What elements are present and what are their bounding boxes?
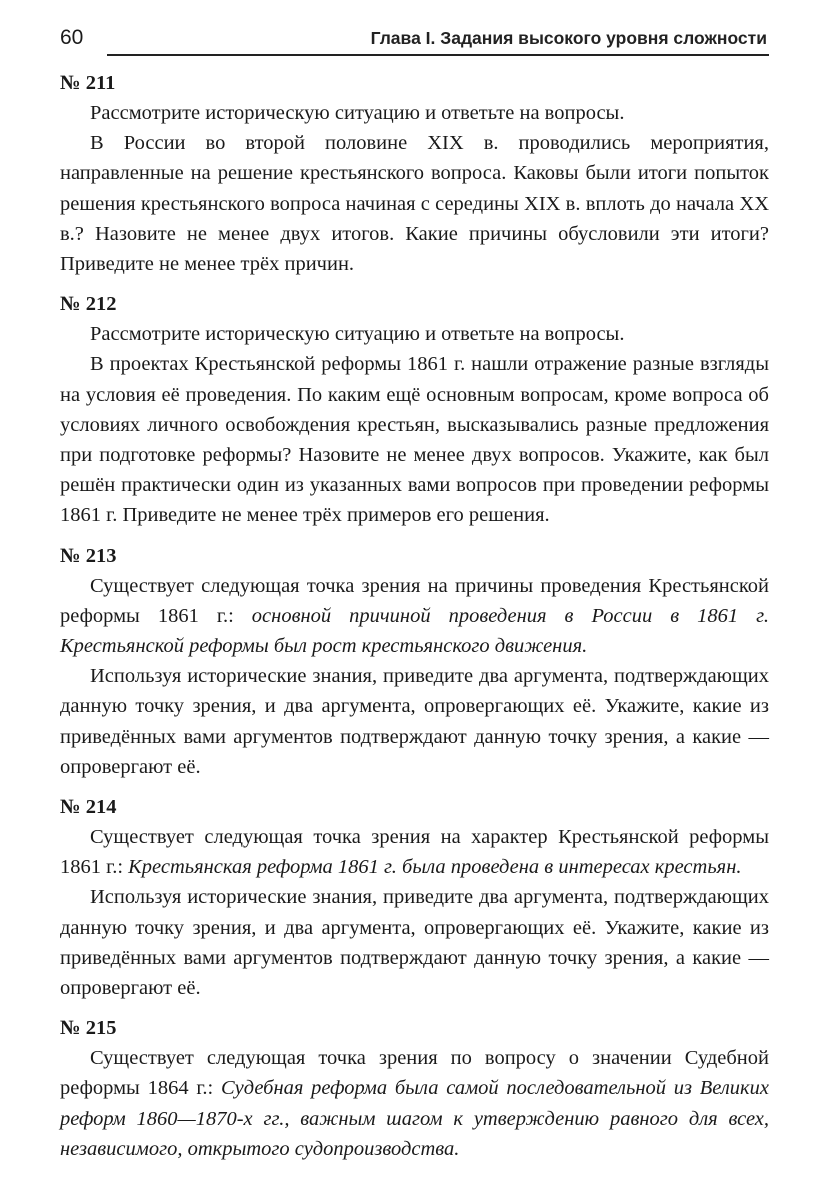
- task-number: № 211: [60, 72, 116, 94]
- chapter-title: Глава I. Задания высокого уровня сложности: [370, 28, 767, 48]
- task-212: [60, 289, 769, 530]
- task-211: [60, 68, 769, 279]
- task-number: № 212: [60, 293, 117, 316]
- viewpoint-lead: Существует следующая точка зрения на причины проведения Крестьянской реформы 1861 г.:: [60, 574, 769, 627]
- viewpoint-lead: Существует следующая точка зрения по вопросу о значении Судебной реформы 1864 г.:: [60, 1047, 769, 1100]
- task-number: № 215: [60, 1017, 117, 1040]
- page-number: 60: [60, 26, 84, 49]
- task-list: [60, 68, 769, 1164]
- task-number: № 214: [60, 796, 117, 819]
- task-instruction: Рассмотрите историческую ситуацию и ответьте на вопросы.: [90, 102, 625, 124]
- task-text: Используя исторические знания, приведите два аргумента, подтверждающих данную точку зрения, и два аргумента, опровергающих её. Укажите, какие из приведённых вами аргументов подтверждают данную точку зрения, а какие — опровергают её.: [60, 665, 769, 778]
- task-text: В проектах Крестьянской реформы 1861 г. нашли отражение разные взгляды на условия её проведения. По каким ещё основным вопросам, кроме вопроса об условиях личного освобождения крестьян, высказывались разные предложения при подготовке реформы? Назовите не менее двух вопросов. Укажите, как был решён практически один из указанных вами вопросов при проведении реформы 1861 г. Приведите не менее трёх примеров его решения.: [60, 353, 769, 527]
- task-text: Используя исторические знания, приведите два аргумента, подтверждающих данную точку зрения, и два аргумента, опровергающих её. Укажите, какие из приведённых вами аргументов подтверждают данную точку зрения, а какие — опровергают её.: [60, 886, 769, 1000]
- viewpoint-statement: [60, 1043, 769, 1164]
- task-214: [60, 792, 769, 1003]
- task-text: В России во второй половине XIX в. проводились мероприятия, направленные на решение крестьянского вопроса. Каковы были итоги попыток решения крестьянского вопроса начиная с середины XIX в. вплоть до начала XX в.? Назовите не менее двух итогов. Какие причины обусловили эти итоги? Приведите не менее трёх причин.: [60, 132, 769, 276]
- page-header: [60, 26, 769, 54]
- viewpoint-statement: [60, 822, 769, 882]
- task-instruction: Рассмотрите историческую ситуацию и ответьте на вопросы.: [90, 323, 625, 346]
- viewpoint-quote: основной причиной проведения в России в 1861 г. Крестьянской реформы был рост крестьянского движения.: [60, 604, 769, 658]
- viewpoint-lead: Существует следующая точка зрения на характер Крестьянской реформы 1861 г.:: [60, 826, 769, 879]
- header-rule: [107, 54, 769, 56]
- viewpoint-quote: Крестьянская реформа 1861 г. была проведена в интересах крестьян.: [128, 856, 742, 879]
- viewpoint-statement: [60, 571, 769, 662]
- task-215: [60, 1013, 769, 1164]
- task-213: [60, 541, 769, 782]
- task-number: № 213: [60, 544, 117, 567]
- viewpoint-quote: Судебная реформа была самой последовательной из Великих реформ 1860—1870-х гг., важным шагом к утверждению равного для всех, независимого, открытого судопроизводства.: [60, 1077, 769, 1160]
